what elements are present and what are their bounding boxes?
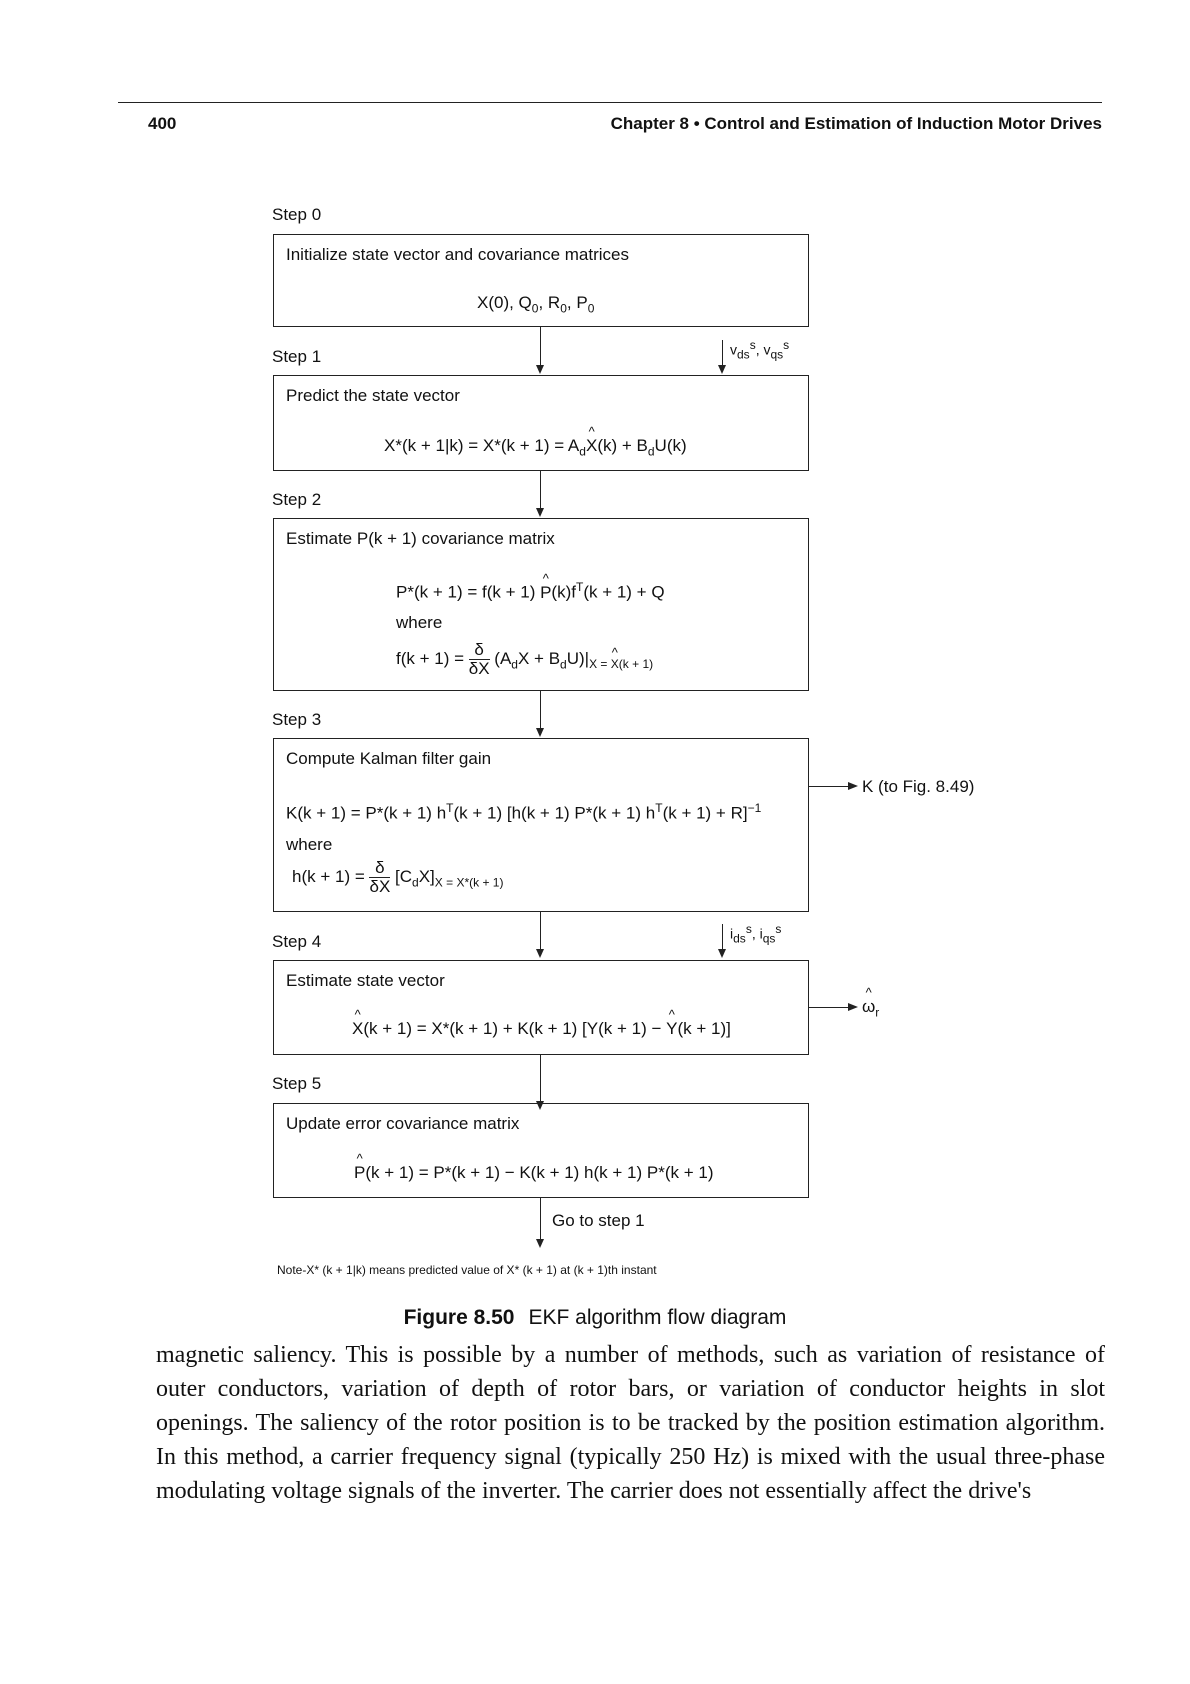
gain-output-label: K (to Fig. 8.49) [862,777,975,796]
running-head: Chapter 8 • Control and Estimation of Induction Motor Drives [610,114,1102,133]
step-2-title: Estimate P(k + 1) covariance matrix [286,529,555,548]
step-5-equation: ^ P(k + 1) = P*(k + 1) − K(k + 1) h(k + 1) P*(k + 1) [354,1163,714,1183]
step-0-equation: X(0), $Q_0$, $R_0$, $P_0$ [477,293,595,316]
step-4-label: Step 4 [272,932,322,951]
voltage-input-head [718,365,726,374]
step-2-equation: P*(k + 1) = f(k + 1) ^ $P(k)f^T(k + 1) + Q$ [396,580,665,603]
step-4-box [273,960,809,1055]
figure-number: Figure 8.50 [403,1306,515,1329]
step-1-title: Predict the state vector [286,386,460,405]
arrow-3-4-head [536,949,544,958]
step-1-label: Step 1 [272,347,322,366]
step-5-title: Update error covariance matrix [286,1114,520,1133]
header-rule [118,102,1102,103]
arrow-1-2-head [536,508,544,517]
step-0-title: Initialize state vector and covariance matrices [286,245,629,264]
step-3-box [273,738,809,912]
voltage-input-label: $v_{ds}^s$, $v_{qs}^s$ [730,338,790,362]
step-4-equation: ^ X(k + 1) = X*(k + 1) + K(k + 1) [Y(k + 1) − ^ Y(k + 1)] [352,1019,731,1039]
loop-head [536,1239,544,1248]
step-5-box [273,1103,809,1198]
speed-output-head [848,1003,858,1011]
speed-output-line [809,1007,849,1008]
step-5-label: Step 5 [272,1074,322,1093]
figure-caption [0,1306,1190,1330]
diagram-note: Note-X* (k + 1|k) means predicted value of X* (k + 1) at (k + 1)th instant [277,1263,657,1277]
arrow-2-3-line [540,691,541,729]
step-2-box [273,518,809,691]
step-3-equation: K(k + 1) = P*(k + 1) $h^T(k + 1) [h(k + 1) P*(k + 1) h^T(k + 1) + R]^{-1}$ [286,801,762,823]
arrow-0-1-head [536,365,544,374]
speed-output-label: ^ $\omega_r$ [862,997,879,1019]
step-2-where: where [396,613,443,632]
step-2-jacobian: f(k + 1) = $\frac{\delta}{\delta X}$ $(A_dX + B_dU)|_{X = \^{} X(k + 1)}$ [396,641,653,678]
voltage-input-line [722,340,723,366]
step-1-equation: $X*(k + 1|k) = X*(k + 1) = A_d\^{}$ $X(k) + B_dU(k)$ [384,436,687,458]
page-number: 400 [148,114,177,133]
step-4-title: Estimate state vector [286,971,445,990]
step-0-box [273,234,809,327]
arrow-0-1-line [540,327,541,366]
current-input-head [718,949,726,958]
figure-title: EKF algorithm flow diagram [528,1306,787,1329]
step-3-where: where [286,835,333,854]
step-3-jacobian: h(k + 1) = $\frac{\delta}{\delta X}$ $[C_dX]_{X = X*(k + 1)}$ [292,858,504,896]
step-1-box [273,375,809,471]
step-3-label: Step 3 [272,710,322,729]
current-input-line [722,924,723,950]
gain-output-line [809,786,849,787]
step-0-label: Step 0 [272,205,322,224]
step-2-label: Step 2 [272,490,322,509]
arrow-2-3-head [536,728,544,737]
arrow-3-4-line [540,912,541,950]
body-paragraph: magnetic saliency. This is possible by a number of methods, such as variation of resistance of outer conductors, variation of depth of rotor bars, or variation of conductor heights in slot openings. The saliency of the rotor position is to be tracked by the position estimation algorithm. In this method, a carrier frequency signal (typically 250 Hz) is mixed with the usual three-phase modulating voltage signals of the inverter. The carrier does not essentially affect the drive's [156,1342,1105,1504]
loop-label: Go to step 1 [552,1211,645,1230]
current-input-label: $i_{ds}^s$, $i_{qs}^s$ [730,922,782,946]
arrow-1-2-line [540,471,541,509]
loop-line [540,1198,541,1240]
arrow-4-5-line [540,1055,541,1102]
gain-output-head [848,782,858,790]
step-3-title: Compute Kalman filter gain [286,749,492,768]
